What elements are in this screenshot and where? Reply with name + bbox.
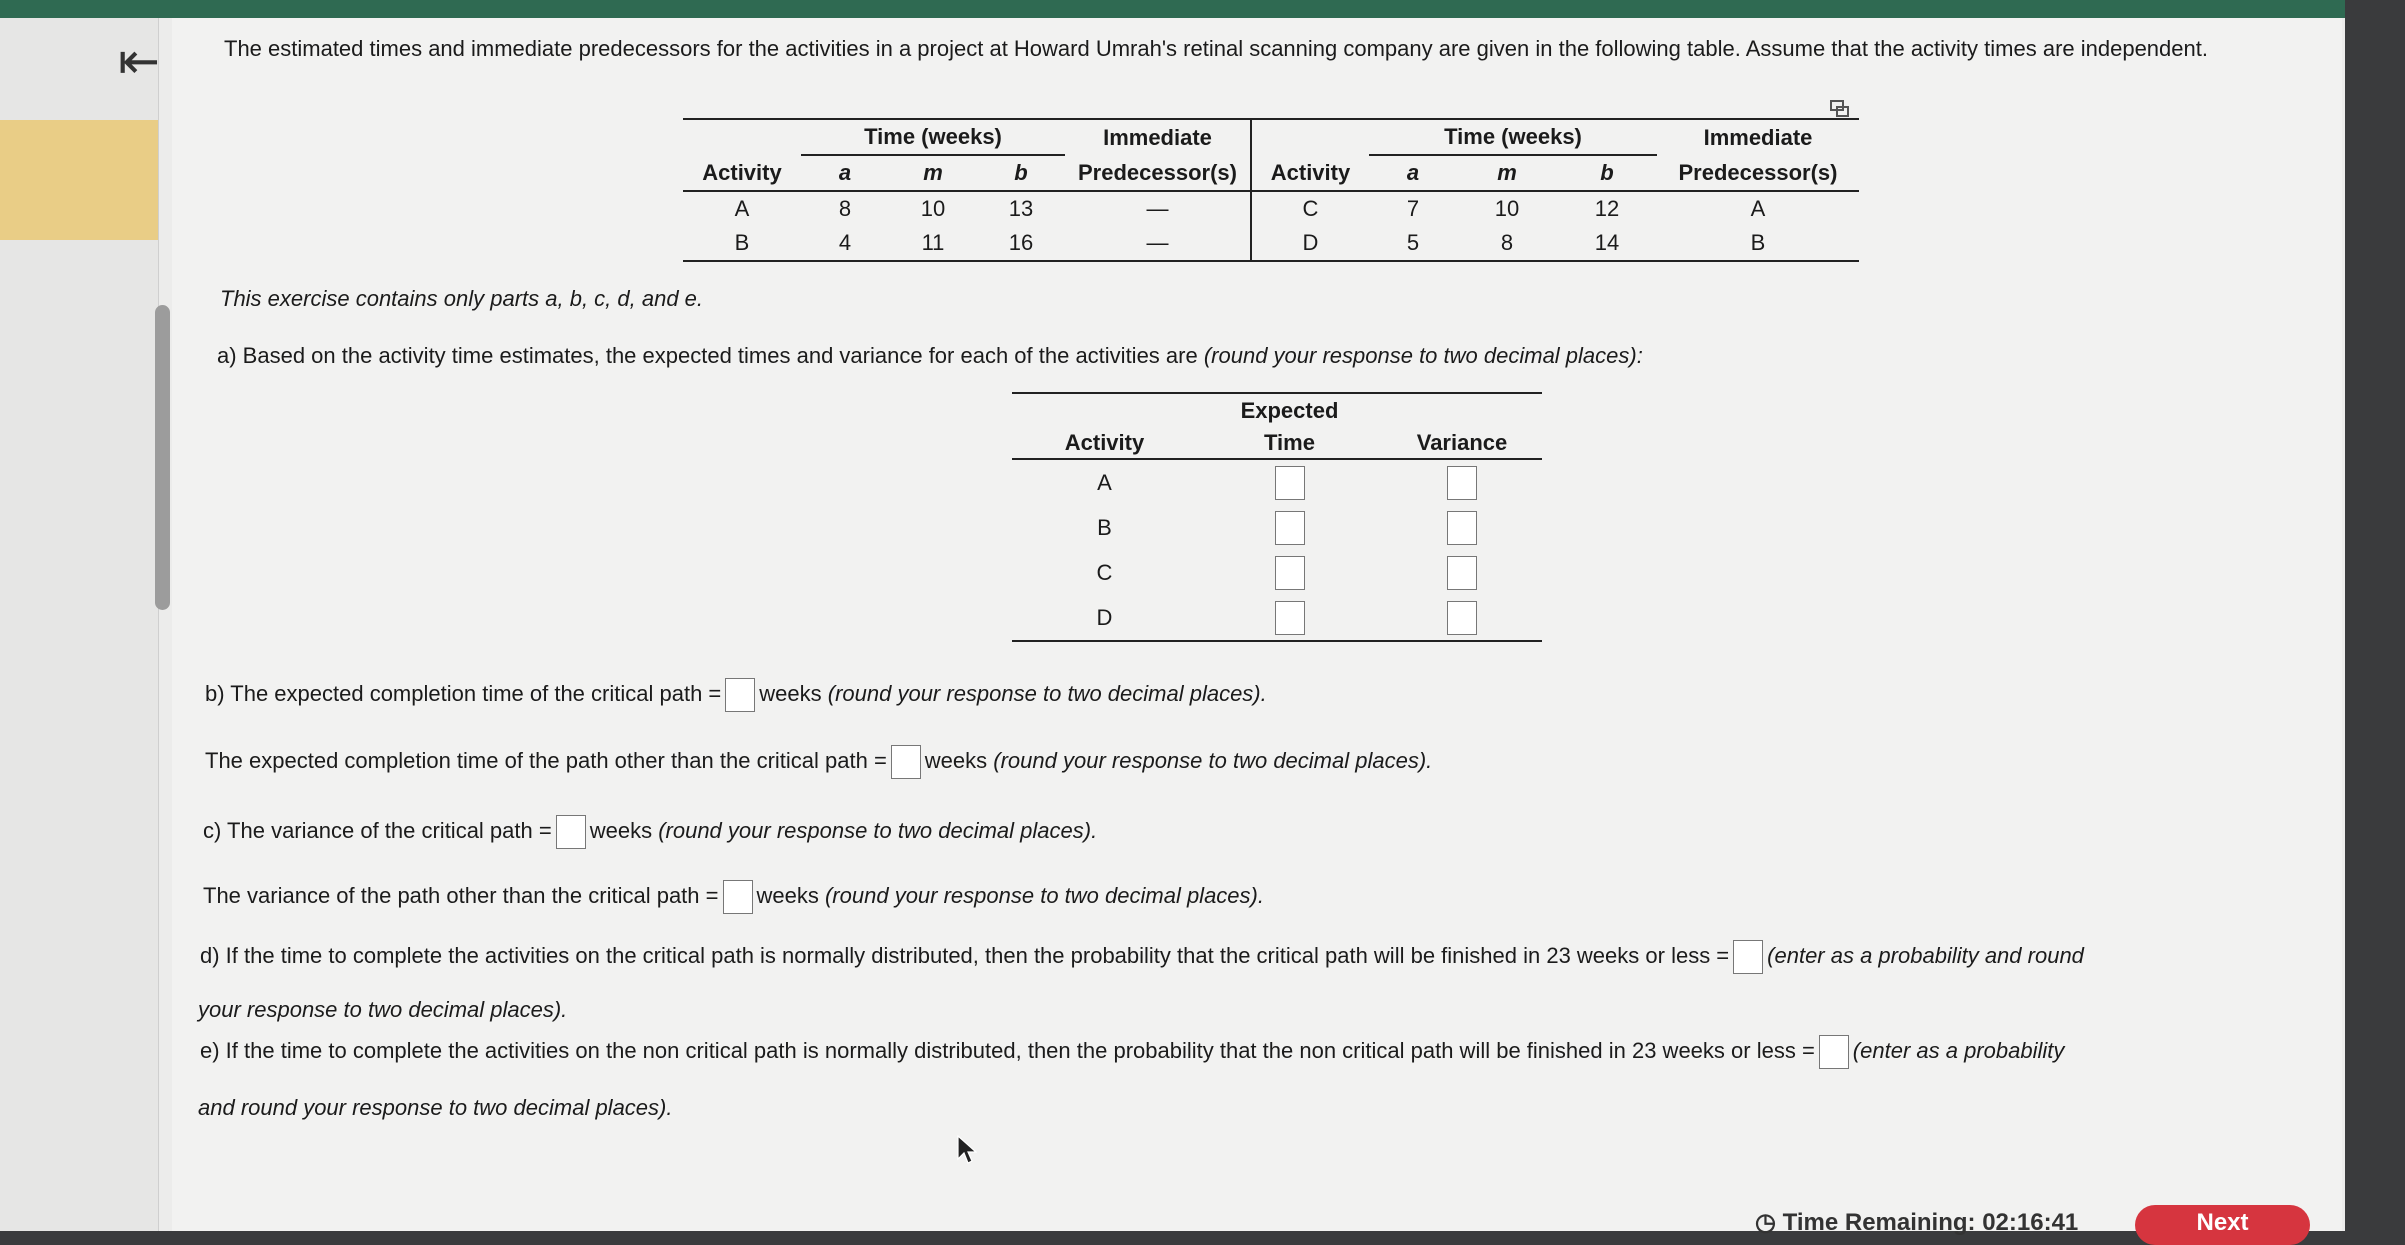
critical-path-variance-input[interactable] <box>556 815 586 849</box>
table-row <box>683 191 1859 226</box>
part-c2-prefix: The variance of the path other than the critical path = <box>203 882 719 908</box>
cell-b: 16 <box>1008 230 1034 255</box>
critical-path-time-input[interactable] <box>725 678 755 712</box>
cell-activity: A <box>734 196 750 221</box>
header-immediate-2: Immediate <box>1703 124 1813 150</box>
cell-m: 11 <box>921 230 945 255</box>
part-c-prefix: c) The variance of the critical path = <box>203 817 552 843</box>
cell-a: 4 <box>838 230 852 255</box>
cell-m: 8 <box>1500 230 1514 255</box>
part-c-line-2 <box>203 880 1264 914</box>
time-remaining <box>1755 1208 2078 1237</box>
header-a-2: a <box>1406 160 1420 185</box>
cell-pred: A <box>1750 196 1766 221</box>
table-row <box>683 226 1859 261</box>
expected-time-input-c[interactable] <box>1275 556 1305 590</box>
unit-weeks: weeks <box>759 680 822 706</box>
cell-activity: D <box>1251 226 1369 261</box>
part-e-line-1 <box>200 1035 2064 1069</box>
expected-time-input-b[interactable] <box>1275 511 1305 545</box>
parts-note: This exercise contains only parts a, b, c, d, and e. <box>220 286 704 311</box>
critical-path-probability-input[interactable] <box>1733 940 1763 974</box>
cell-b: 13 <box>1008 196 1034 221</box>
cell-m: 10 <box>920 196 946 221</box>
header-immediate: Immediate <box>1103 124 1212 150</box>
variance-input-b[interactable] <box>1447 511 1477 545</box>
variance-input-d[interactable] <box>1447 601 1477 635</box>
cell-activity: B <box>734 230 750 255</box>
cell-pred: B <box>1750 230 1766 255</box>
part-d-prefix: d) If the time to complete the activities on the critical path is normally distributed, then the probability that the critical path will be finished in 23 weeks or less = <box>200 942 1730 968</box>
expected-time-variance-table <box>1012 392 1542 642</box>
part-b-hint: (round your response to two decimal places). <box>827 680 1267 706</box>
table-row <box>1012 595 1542 641</box>
header-predecessors: Predecessor(s) <box>1078 159 1237 185</box>
scrollbar-thumb[interactable] <box>155 305 170 610</box>
activity-label: A <box>1097 469 1112 495</box>
selected-item-highlight[interactable] <box>0 120 158 240</box>
activity-label: D <box>1096 604 1113 630</box>
header-m: m <box>923 160 943 185</box>
table-row <box>1012 505 1542 550</box>
variance-input-a[interactable] <box>1447 466 1477 500</box>
part-a-hint: (round your response to two decimal places): <box>1203 343 1643 368</box>
header-predecessors-2: Predecessor(s) <box>1678 159 1838 185</box>
unit-weeks: weeks <box>756 882 819 908</box>
cell-a: 7 <box>1406 196 1420 221</box>
header-time-weeks: Time (weeks) <box>801 119 1065 155</box>
top-bar <box>0 0 2345 18</box>
header-variance: Variance <box>1416 430 1508 455</box>
part-b-line-1 <box>205 678 1267 712</box>
cell-a: 5 <box>1406 230 1420 255</box>
header-m-2: m <box>1497 160 1517 185</box>
part-d-line-2: your response to two decimal places). <box>198 997 568 1022</box>
cell-b: 14 <box>1594 230 1620 255</box>
expected-time-input-a[interactable] <box>1275 466 1305 500</box>
collapse-back-icon[interactable]: ⇤ <box>118 33 160 89</box>
header-time-weeks-2: Time (weeks) <box>1369 119 1657 155</box>
part-c2-hint: (round your response to two decimal places). <box>824 882 1264 908</box>
noncritical-path-time-input[interactable] <box>891 745 921 779</box>
header-activity: Activity <box>702 159 782 185</box>
noncritical-path-probability-input[interactable] <box>1819 1035 1849 1069</box>
timer-text: Time Remaining: 02:16:41 <box>1782 1209 2079 1236</box>
noncritical-path-variance-input[interactable] <box>723 880 753 914</box>
expected-time-input-d[interactable] <box>1275 601 1305 635</box>
activity-table <box>683 118 1859 262</box>
unit-weeks: weeks <box>924 747 988 773</box>
header-a: a <box>838 160 852 185</box>
header-b-2: b <box>1600 160 1614 185</box>
part-e-line-2: and round your response to two decimal places). <box>198 1095 673 1120</box>
cell-b: 12 <box>1594 196 1620 221</box>
header-activity-2: Activity <box>1251 155 1369 191</box>
header-b: b <box>1014 160 1028 185</box>
header-activity: Activity <box>1064 430 1145 455</box>
part-d-line-1 <box>200 940 2084 974</box>
part-b-line-2 <box>205 745 1432 779</box>
part-c-hint: (round your response to two decimal places). <box>658 817 1098 843</box>
part-d-hint: (enter as a probability and round <box>1767 942 2084 968</box>
clock-icon: ◷ <box>1755 1209 1783 1236</box>
header-time: Time <box>1264 430 1315 455</box>
variance-input-c[interactable] <box>1447 556 1477 590</box>
part-a-prefix: a) Based on the activity time estimates, the expected times and variance for each of the activities are <box>217 343 1204 368</box>
cell-activity: C <box>1251 191 1369 226</box>
cell-a: 8 <box>838 196 852 221</box>
part-e-hint: (enter as a probability <box>1852 1037 2065 1063</box>
part-e-prefix: e) If the time to complete the activities on the non critical path is normally distributed, then the probability that the non critical path will be finished in 23 weeks or less = <box>200 1037 1815 1063</box>
part-b2-hint: (round your response to two decimal places). <box>993 747 1433 773</box>
cell-m: 10 <box>1494 196 1520 221</box>
activity-label: C <box>1096 559 1113 585</box>
part-a-prompt <box>217 342 1643 369</box>
question-intro: The estimated times and immediate predecessors for the activities in a project at Howard Umrah's retinal scanning company are given in the following table. Assume that the activity times are independent. <box>224 36 2208 61</box>
header-expected: Expected <box>1240 398 1339 423</box>
part-b-prefix: b) The expected completion time of the critical path = <box>205 680 722 706</box>
table-row <box>1012 459 1542 505</box>
next-button[interactable]: Next <box>2135 1205 2310 1245</box>
cell-pred: — <box>1146 230 1169 255</box>
part-c-line-1 <box>203 815 1097 849</box>
part-b2-prefix: The expected completion time of the path other than the critical path = <box>205 747 887 773</box>
mouse-cursor-icon <box>957 1135 977 1165</box>
unit-weeks: weeks <box>589 817 653 843</box>
table-row <box>1012 550 1542 595</box>
activity-label: B <box>1097 514 1112 540</box>
cell-pred: — <box>1146 196 1169 221</box>
